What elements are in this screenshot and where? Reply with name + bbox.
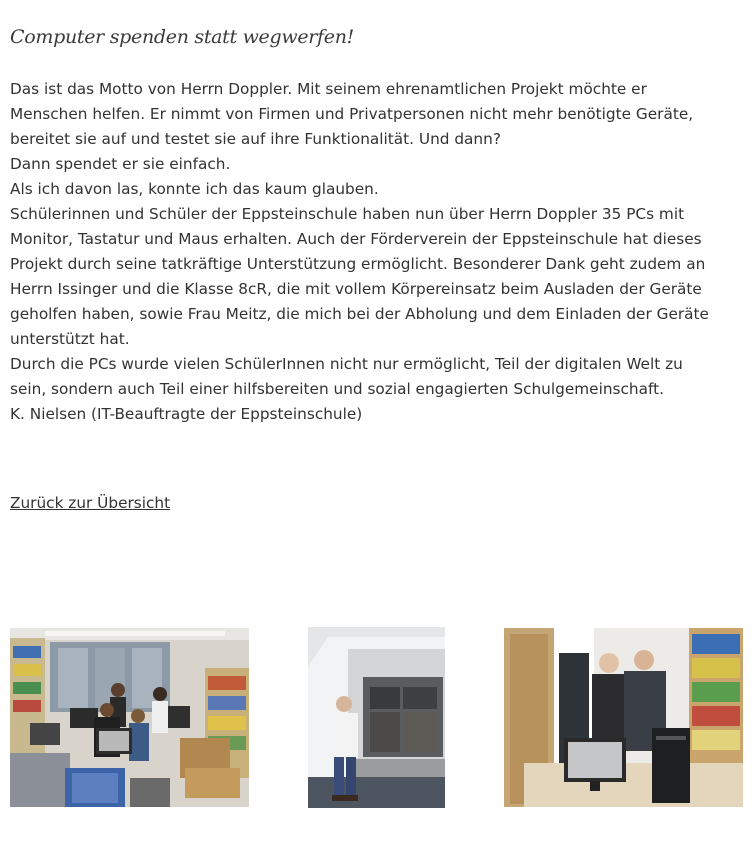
- article-line: unterstützt hat.: [10, 330, 130, 348]
- page-title: Computer spenden statt wegwerfen!: [10, 26, 355, 48]
- back-to-overview-link[interactable]: Zurück zur Übersicht: [10, 494, 171, 512]
- gallery-photo-2[interactable]: [308, 627, 445, 808]
- article-line: Dann spendet er sie einfach.: [10, 155, 231, 173]
- article-line: sein, sondern auch Teil einer hilfsbereiten und sozial engagierten Schulgemeinschaft.: [10, 380, 664, 398]
- gallery-photo-1[interactable]: [10, 628, 249, 807]
- article-line: Durch die PCs wurde vielen SchülerInnen nicht nur ermöglicht, Teil der digitalen Welt zu: [10, 355, 683, 373]
- article-line: geholfen haben, sowie Frau Meitz, die mich bei der Abholung und dem Einladen der Geräte: [10, 305, 709, 323]
- article-line: Schülerinnen und Schüler der Eppsteinschule haben nun über Herrn Doppler 35 PCs mit: [10, 205, 685, 223]
- article-line: bereitet sie auf und testet sie auf ihre Funktionalität. Und dann?: [10, 130, 501, 148]
- article-line: Menschen helfen. Er nimmt von Firmen und Privatpersonen nicht mehr benötigte Geräte,: [10, 105, 694, 123]
- article-line: Als ich davon las, konnte ich das kaum glauben.: [10, 180, 379, 198]
- article-line: Monitor, Tastatur und Maus erhalten. Auch der Förderverein der Eppsteinschule hat dieses: [10, 230, 702, 248]
- article-line: K. Nielsen (IT-Beauftragte der Eppsteinschule): [10, 405, 363, 423]
- article-body: [10, 77, 752, 427]
- article-line: Projekt durch seine tatkräftige Unterstützung ermöglicht. Besonderer Dank geht zudem an: [10, 255, 706, 273]
- article-line: Herrn Issinger und die Klasse 8cR, die mit vollem Körpereinsatz beim Ausladen der Geräte: [10, 280, 702, 298]
- gallery-photo-3[interactable]: [504, 628, 743, 807]
- article-line: Das ist das Motto von Herrn Doppler. Mit seinem ehrenamtlichen Projekt möchte er: [10, 80, 647, 98]
